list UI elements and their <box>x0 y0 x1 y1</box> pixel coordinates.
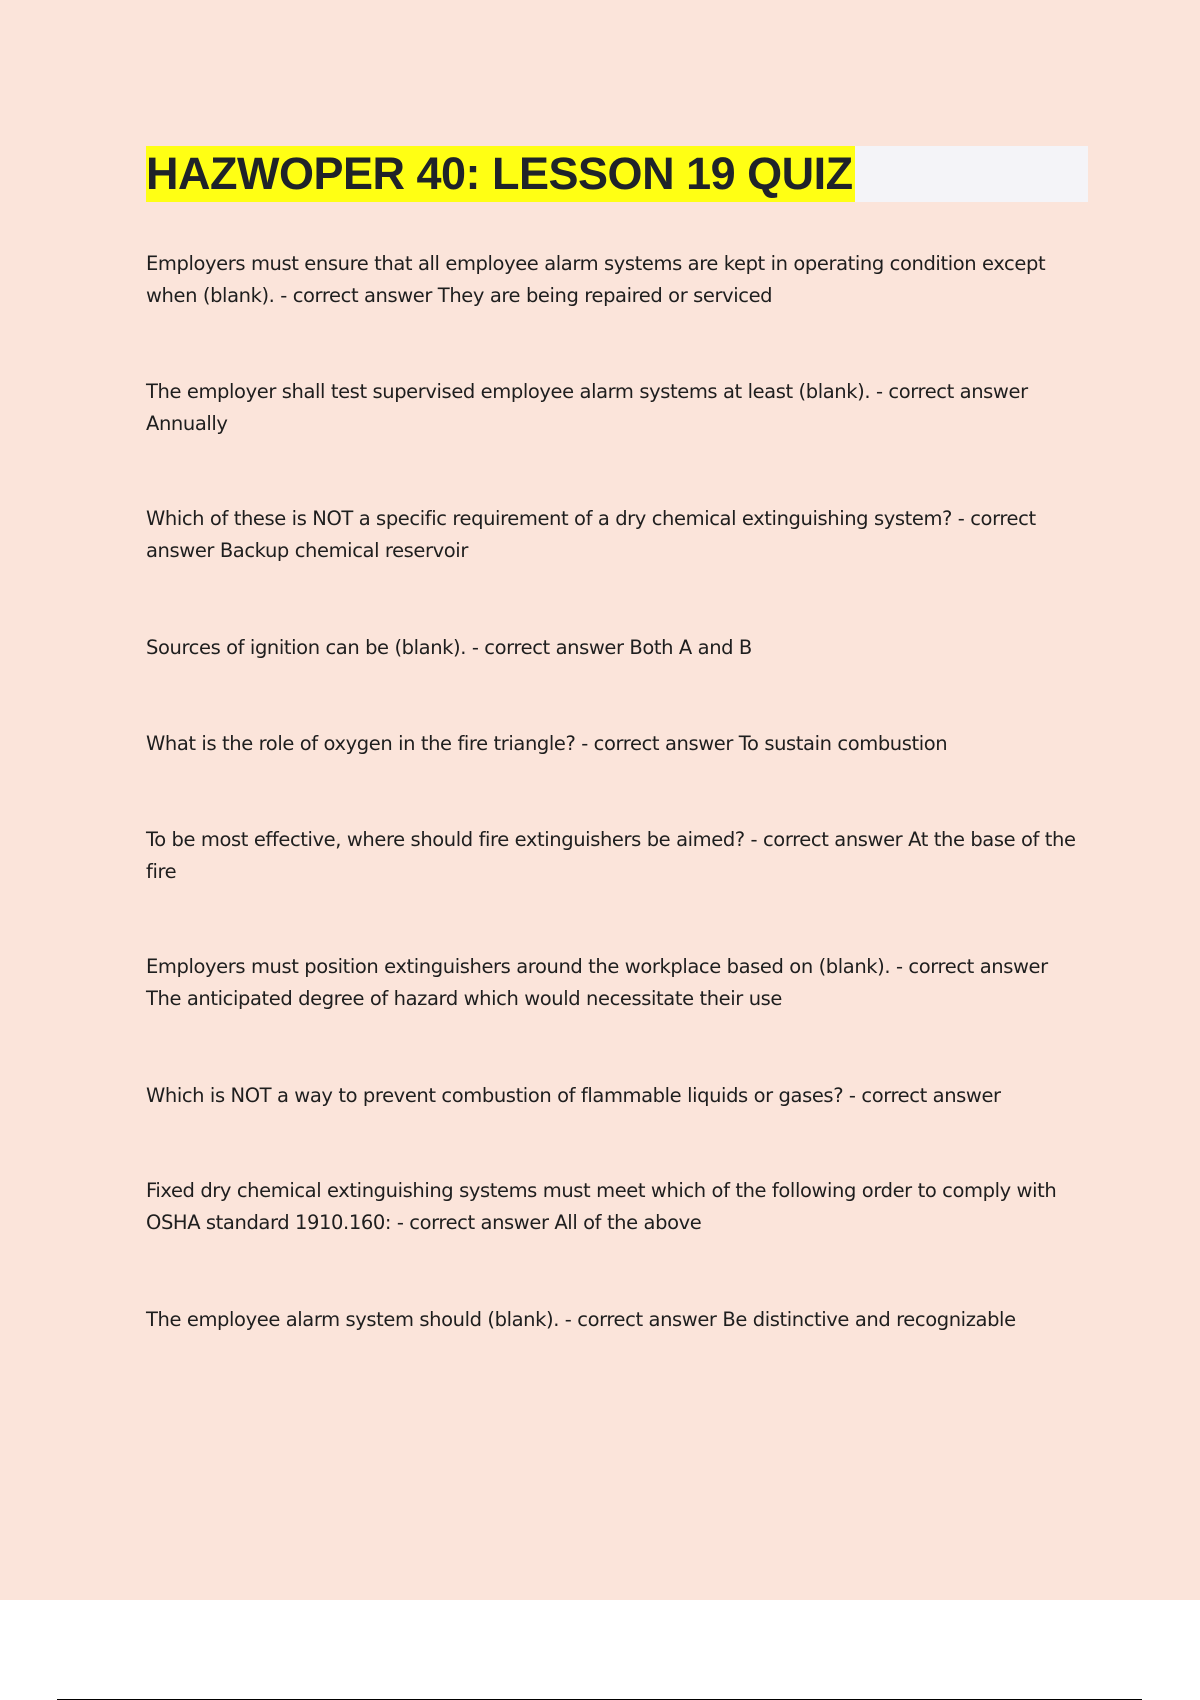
quiz-item-2: The employer shall test supervised employee alarm systems at least (blank). - correct answer Annually <box>146 380 1028 435</box>
document-title: HAZWOPER 40: LESSON 19 QUIZ <box>146 146 855 202</box>
quiz-item-4: Sources of ignition can be (blank). - correct answer Both A and B <box>146 636 752 659</box>
quiz-item-10: The employee alarm system should (blank). - correct answer Be distinctive and recognizable <box>146 1308 1016 1331</box>
quiz-item-6: To be most effective, where should fire extinguishers be aimed? - correct answer At the base of the fire <box>146 828 1076 883</box>
quiz-item-3: Which of these is NOT a specific requirement of a dry chemical extinguishing system? - correct answer Backup chemical reservoir <box>146 507 1036 562</box>
quiz-item-7: Employers must position extinguishers around the workplace based on (blank). - correct answer The anticipated degree of hazard which would necessitate their use <box>146 955 1048 1010</box>
quiz-item-5: What is the role of oxygen in the fire triangle? - correct answer To sustain combustion <box>146 732 948 755</box>
quiz-item-9: Fixed dry chemical extinguishing systems must meet which of the following order to comply with OSHA standard 1910.160: - correct answer All of the above <box>146 1179 1057 1234</box>
title-bar <box>146 146 1088 202</box>
quiz-item-8: Which is NOT a way to prevent combustion of flammable liquids or gases? - correct answer <box>146 1084 1001 1107</box>
quiz-item-1: Employers must ensure that all employee alarm systems are kept in operating condition except when (blank). - correct answer They are being repaired or serviced <box>146 252 1046 307</box>
